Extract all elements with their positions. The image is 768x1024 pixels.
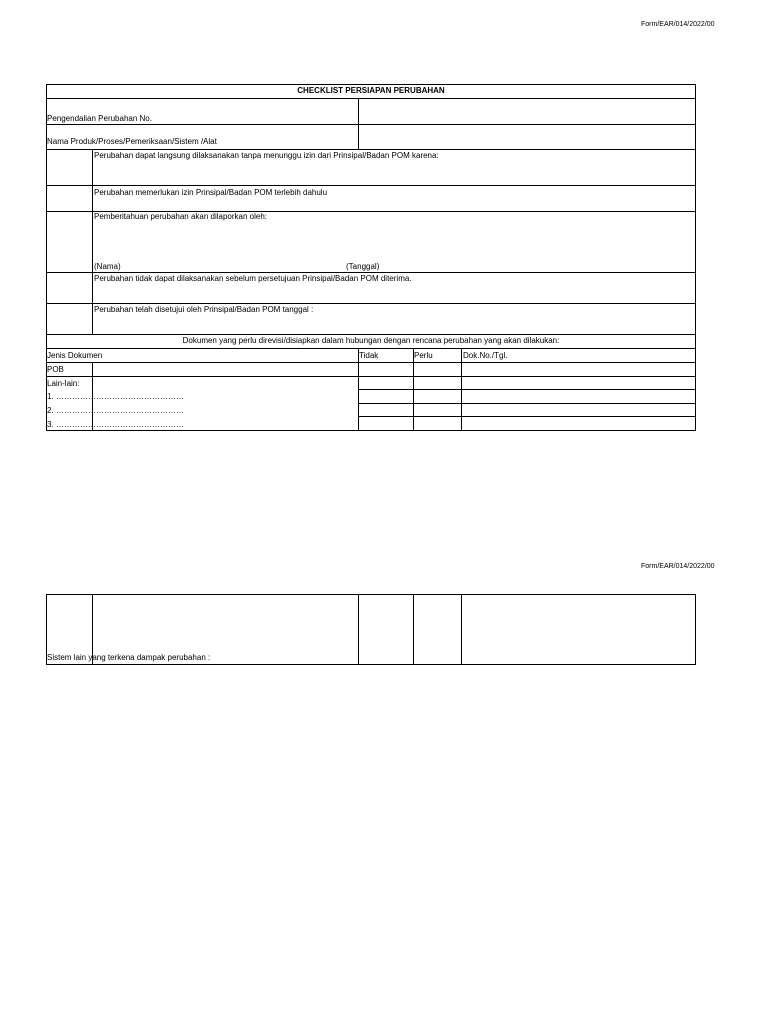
tanggal-label: (Tanggal) (346, 262, 380, 271)
tidak-dapat-label: Perubahan tidak dapat dilaksanakan sebelum persetujuan Prinsipal/Badan POM diterima. (94, 274, 412, 283)
dokumen-heading: Dokumen yang perlu direvisi/disiapkan dalam hubungan dengan rencana perubahan yang akan dilakukan: (182, 336, 560, 345)
langsung-label: Perubahan dapat langsung dilaksanakan tanpa menunggu izin dari Prinsipal/Badan POM karena: (94, 151, 439, 160)
doc-row-lain: Lain-lain: (47, 379, 80, 388)
memerlukan-izin-label: Perubahan memerlukan izin Prinsipal/Badan POM terlebih dahulu (94, 188, 328, 197)
doc-row-2: 2. ………………………………………… (47, 406, 184, 415)
doc-row-1: 1. ………………………………………… (47, 392, 184, 401)
sistem-lain-label: Sistem lain yang terkena dampak perubahan : (47, 653, 211, 662)
doc-row-3: 3. ………………………………………… (47, 420, 184, 429)
nama-label: (Nama) (94, 262, 121, 271)
header-perlu: Perlu (414, 351, 433, 360)
header-jenis-dokumen: Jenis Dokumen (47, 351, 103, 360)
disetujui-label: Perubahan telah disetujui oleh Prinsipal/Badan POM tanggal : (94, 305, 314, 314)
nama-produk-label: Nama Produk/Proses/Pemeriksaan/Sistem /Alat (47, 137, 217, 146)
header-dok-no: Dok.No./Tgl. (463, 351, 508, 360)
header-tidak: Tidak (359, 351, 379, 360)
doc-row-pob: POB (47, 365, 64, 374)
form-title: CHECKLIST PERSIAPAN PERUBAHAN (297, 86, 445, 95)
pemberitahuan-label: Pemberitahuan perubahan akan dilaporkan oleh: (94, 212, 268, 221)
pengendalian-label: Pengendalian Perubahan No. (47, 114, 152, 123)
form-code-page2: Form/EAR/014/2022/00 (641, 563, 715, 570)
form-code: Form/EAR/014/2022/00 (641, 21, 715, 28)
